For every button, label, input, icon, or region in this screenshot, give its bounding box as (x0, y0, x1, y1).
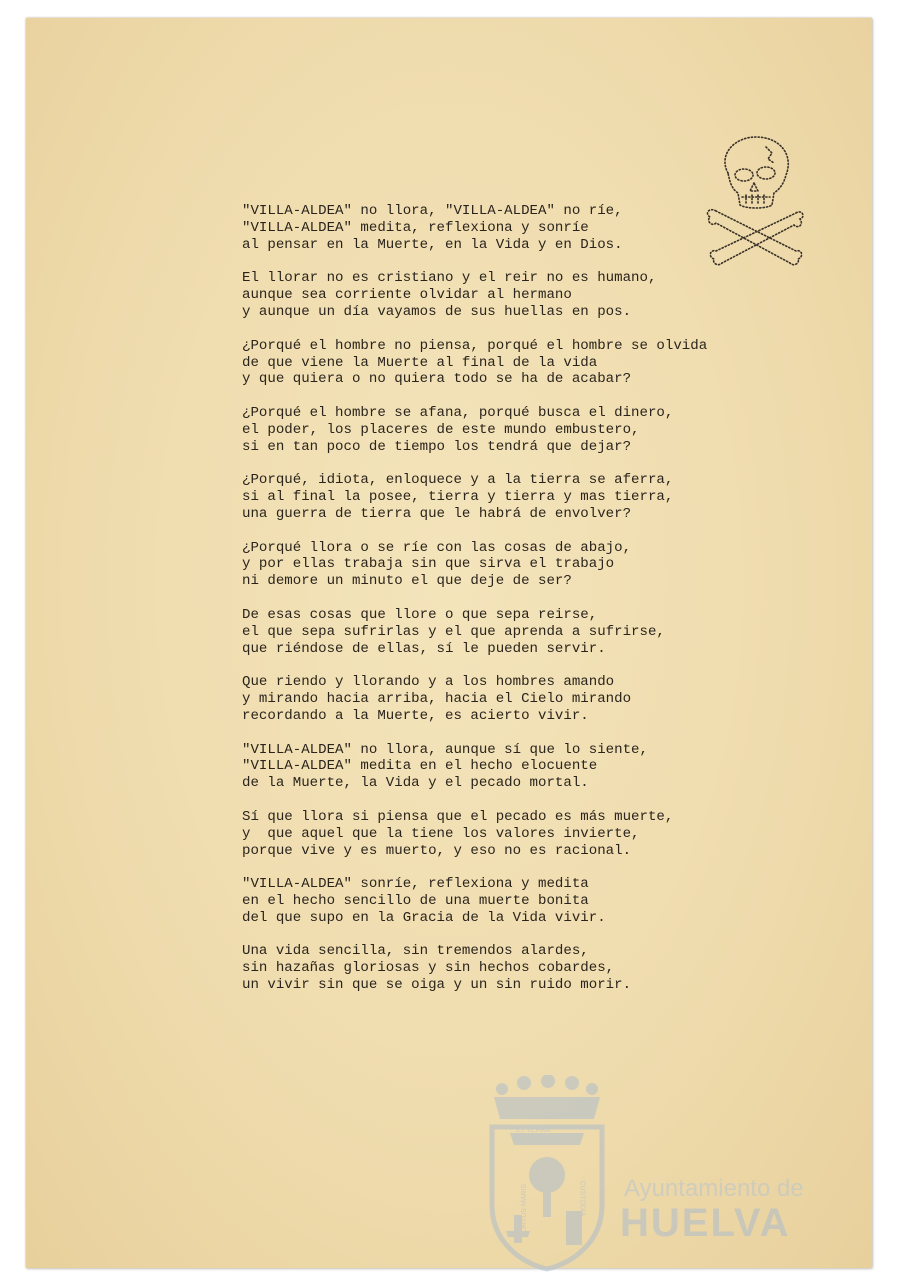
poem-line: porque vive y es muerto, y eso no es racional. (242, 842, 632, 859)
poem-line: ¿Porqué el hombre se afana, porqué busca el dinero, (242, 404, 674, 421)
poem-line: una guerra de tierra que le habrá de envolver? (242, 506, 632, 523)
poem-line: ¿Porqué llora o se ríe con las cosas de abajo, (242, 539, 632, 556)
poem-line: de que viene la Muerte al final de la vida (242, 354, 598, 371)
poem-line: si al final la posee, tierra y tierra y mas tierra, (242, 489, 674, 506)
stanza (242, 809, 802, 860)
stanza (242, 338, 802, 389)
stanza (242, 943, 802, 994)
poem-line: el que sepa sufrirlas y el que aprenda a sufrirse, (242, 623, 665, 640)
poem-line: Una vida sencilla, sin tremendos alardes, (242, 943, 589, 960)
stanza (242, 472, 802, 523)
watermark-title: Ayuntamiento de (624, 1175, 804, 1202)
stanza (242, 674, 802, 725)
poem-line: ni demore un minuto el que deje de ser? (242, 573, 572, 590)
poem-line: El llorar no es cristiano y el reir no es humano, (242, 270, 657, 287)
poem-line: recordando a la Muerte, es acierto vivir. (242, 708, 589, 724)
stanza (242, 405, 802, 456)
huelva-watermark (480, 1075, 880, 1275)
poem-line: ¿Porqué, idiota, enloquece y a la tierra se aferra, (242, 472, 674, 489)
poem-line: y que aquel que la tiene los valores invierte, (242, 825, 640, 842)
poem-line: y mirando hacia arriba, hacia el Cielo mirando (242, 691, 632, 708)
poem-line: "VILLA-ALDEA" medita en el hecho elocuente (242, 758, 598, 775)
poem-line: "VILLA-ALDEA" no llora, "VILLA-ALDEA" no ríe, (242, 203, 623, 219)
stanza (242, 876, 802, 927)
poem-line: del que supo en la Gracia de la Vida vivir. (242, 909, 606, 926)
poem-line: un vivir sin que se oiga y un sin ruido morir. (242, 977, 632, 994)
watermark-motto-right: CUSTODIA (578, 1180, 586, 1217)
poem-line: y que quiera o no quiera todo se ha de acabar? (242, 371, 632, 388)
poem-line: el poder, los placeres de este mundo embustero, (242, 421, 640, 438)
poem-line: de la Muerte, la Vida y el pecado mortal. (242, 775, 589, 792)
coat-of-arms-icon (480, 1075, 610, 1275)
poem-line: ¿Porqué el hombre no piensa, porqué el hombre se olvida (242, 337, 708, 354)
poem-line: aunque sea corriente olvidar al hermano (242, 287, 572, 304)
poem-line: en el hecho sencillo de una muerte bonita (242, 893, 589, 910)
stanza (242, 270, 802, 321)
poem-line: y por ellas trabaja sin que sirva el trabajo (242, 556, 615, 573)
poem-line: Que riendo y llorando y a los hombres amando (242, 674, 615, 691)
watermark-motto-left: PORTUS MARIS (521, 1183, 529, 1238)
watermark-city: HUELVA (620, 1201, 791, 1245)
poem-line: "VILLA-ALDEA" sonríe, reflexiona y medita (242, 876, 589, 893)
stanza (242, 540, 802, 591)
poem-line: sin hazañas gloriosas y sin hechos cobardes, (242, 960, 615, 977)
watermark-motto-top: ET TERRA (516, 1127, 551, 1134)
stanza (242, 742, 802, 793)
poem-line: De esas cosas que llore o que sepa reirse, (242, 606, 598, 623)
poem-text (242, 203, 802, 1011)
poem-line: y aunque un día vayamos de sus huellas en pos. (242, 304, 632, 321)
stanza (242, 203, 802, 254)
poem-line: Sí que llora si piensa que el pecado es más muerte, (242, 808, 674, 825)
poem-line: al pensar en la Muerte, en la Vida y en Dios. (242, 236, 623, 253)
poem-line: si en tan poco de tiempo los tendrá que dejar? (242, 438, 632, 455)
poem-line: que riéndose de ellas, sí le pueden servir. (242, 640, 606, 657)
stanza (242, 607, 802, 658)
poem-line: "VILLA-ALDEA" no llora, aunque sí que lo siente, (242, 741, 648, 758)
poem-line: "VILLA-ALDEA" medita, reflexiona y sonríe (242, 219, 589, 236)
